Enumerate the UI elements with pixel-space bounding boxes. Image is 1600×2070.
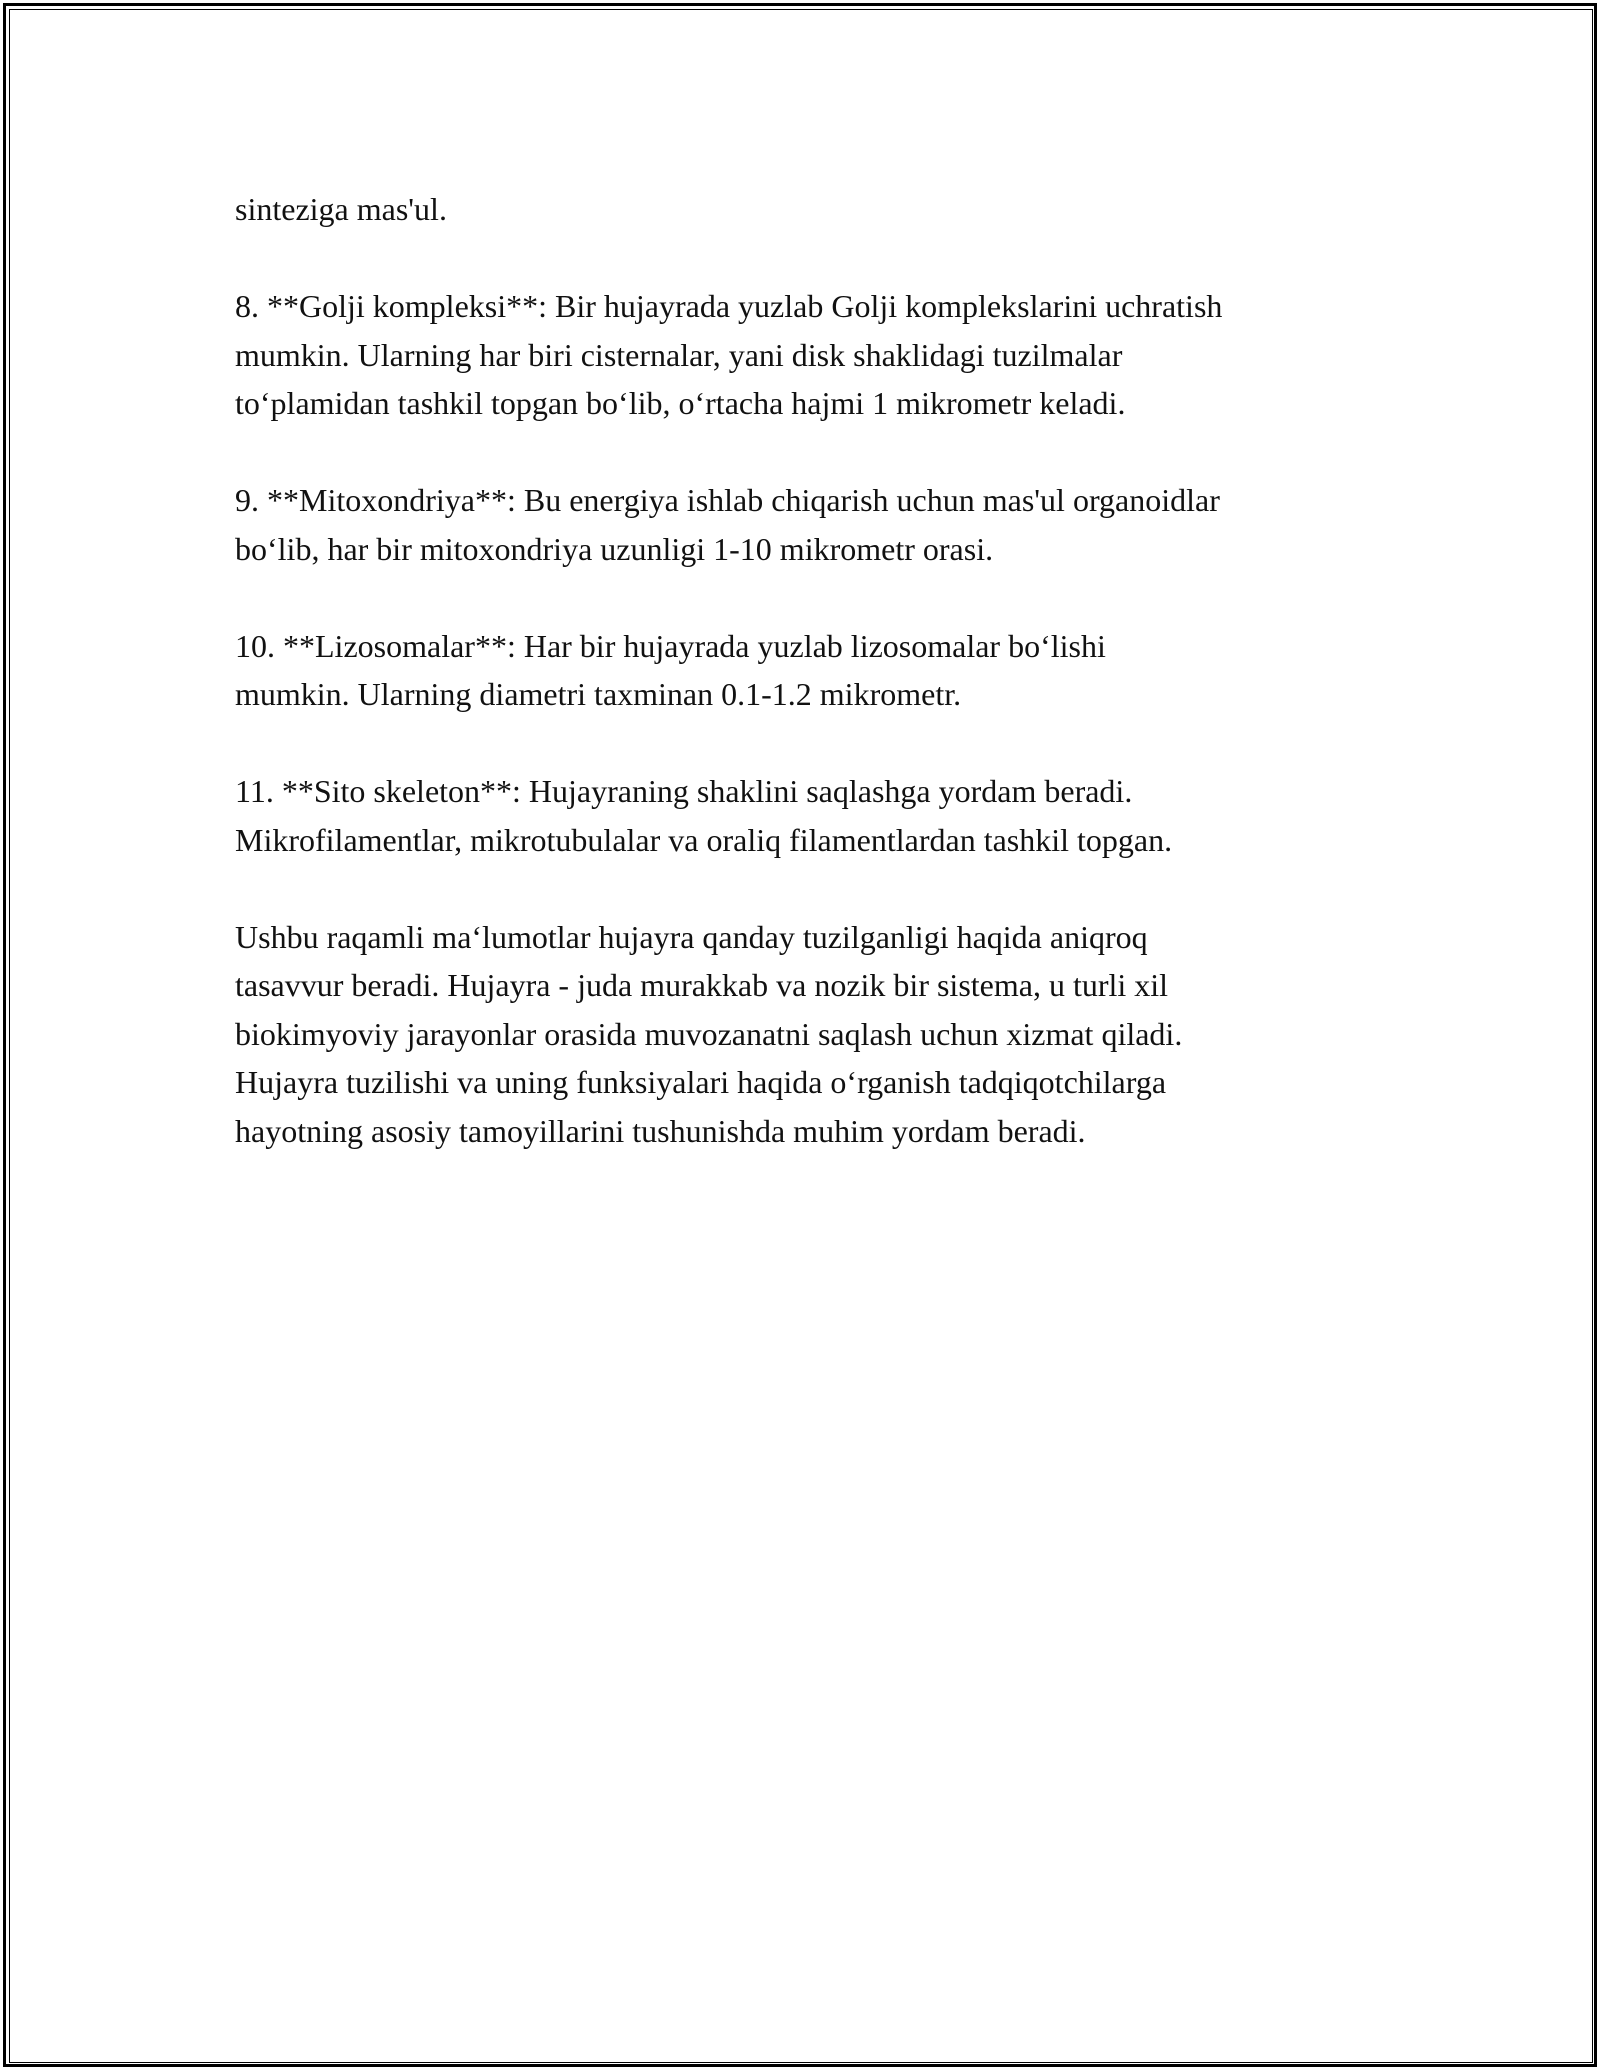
text-line: mumkin. Ularning har biri cisternalar, yani disk shaklidagi tuzilmalar	[235, 336, 1123, 373]
paragraph-cytoskeleton	[235, 767, 1395, 864]
text-line: 9. **Mitoxondriya**: Bu energiya ishlab chiqarish uchun mas'ul organoidlar	[235, 482, 1220, 518]
text-line: bo‘lib, har bir mitoxondriya uzunligi 1-10 mikrometr orasi.	[235, 530, 994, 567]
text-line: mumkin. Ularning diametri taxminan 0.1-1.2 mikrometr.	[235, 676, 962, 712]
text-line: Hujayra tuzilishi va uning funksiyalari haqida o‘rganish tadqiqotchilarga	[235, 1064, 1167, 1100]
text-line: hayotning asosiy tamoyillarini tushunishda muhim yordam beradi.	[235, 1112, 1086, 1149]
text-line: Ushbu raqamli ma‘lumotlar hujayra qanday tuzilganligi haqida aniqroq	[235, 918, 1148, 955]
paragraph-lysosomes	[235, 622, 1395, 719]
paragraph-continuation	[235, 185, 1395, 234]
paragraph-conclusion	[235, 913, 1395, 1156]
text-line: biokimyoviy jarayonlar orasida muvozanatni saqlash uchun xizmat qiladi.	[235, 1015, 1183, 1052]
document-body	[235, 185, 1395, 1204]
text-line: 8. **Golji kompleksi**: Bir hujayrada yuzlab Golji komplekslarini uchratish	[235, 288, 1223, 324]
text-line: sinteziga mas'ul.	[235, 191, 447, 227]
text-line: 11. **Sito skeleton**: Hujayraning shaklini saqlashga yordam beradi.	[235, 773, 1133, 809]
text-line: 10. **Lizosomalar**: Har bir hujayrada yuzlab lizosomalar bo‘lishi	[235, 627, 1106, 664]
text-line: Mikrofilamentlar, mikrotubulalar va oraliq filamentlardan tashkil topgan.	[235, 821, 1173, 858]
paragraph-golgi-complex	[235, 282, 1395, 428]
paragraph-mitochondria	[235, 476, 1395, 573]
text-line: tasavvur beradi. Hujayra - juda murakkab va nozik bir sistema, u turli xil	[235, 967, 1169, 1003]
text-line: to‘plamidan tashkil topgan bo‘lib, o‘rtacha hajmi 1 mikrometr keladi.	[235, 385, 1126, 421]
